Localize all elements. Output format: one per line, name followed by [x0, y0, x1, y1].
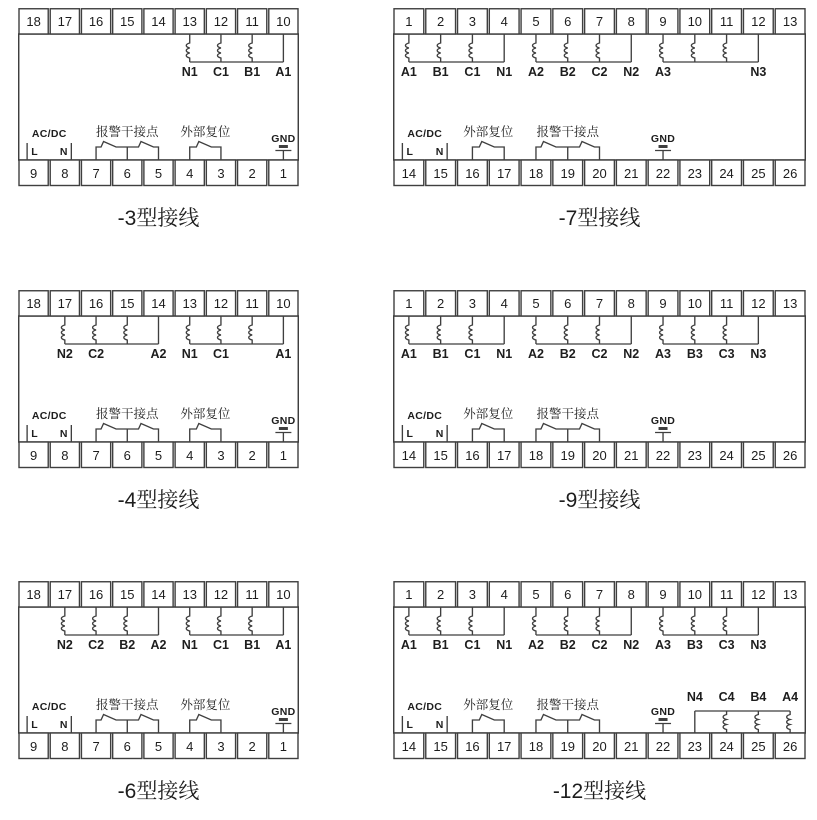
phase-label: A1	[400, 638, 417, 652]
terminal-number: 12	[213, 14, 229, 29]
phase-label: A1	[275, 638, 292, 652]
terminal-number: 14	[401, 739, 417, 754]
terminal-number: 9	[659, 587, 667, 602]
phase-label: C3	[718, 638, 735, 652]
ground-label: GND	[650, 415, 676, 427]
line-n-label: N	[59, 719, 68, 731]
diagram-caption: -3型接线	[117, 207, 200, 230]
wiring-panel	[393, 290, 806, 473]
terminal-number: 2	[437, 14, 445, 29]
line-l-label: L	[406, 146, 414, 158]
phase-label: N1	[496, 347, 513, 361]
external-reset-label: 外部复位	[463, 125, 514, 139]
terminal-number: 7	[92, 448, 100, 463]
terminal-number: 15	[120, 296, 135, 311]
phase-label: C4	[718, 690, 735, 704]
terminal-number: 20	[592, 739, 607, 754]
terminal-number: 26	[782, 448, 798, 463]
terminal-number: 12	[751, 296, 766, 311]
line-l-label: L	[31, 719, 38, 731]
external-reset-label: 外部复位	[180, 407, 231, 421]
phase-label: C1	[464, 347, 481, 361]
phase-label: N2	[623, 638, 640, 652]
terminal-number: 8	[627, 14, 635, 29]
terminal-number: 23	[687, 739, 703, 754]
phase-label: N3	[750, 347, 767, 361]
terminal-number: 7	[595, 296, 604, 311]
terminal-number: 10	[276, 587, 291, 602]
terminal-number: 11	[245, 296, 259, 311]
terminal-number: 4	[186, 448, 194, 463]
terminal-number: 12	[213, 587, 229, 602]
ground-label: GND	[650, 133, 676, 145]
terminal-number: 6	[564, 587, 572, 602]
terminal-number: 16	[465, 166, 480, 181]
terminal-number: 17	[57, 296, 73, 311]
terminal-number: 3	[217, 739, 225, 754]
phase-label: B1	[432, 65, 449, 79]
power-label: AC/DC	[31, 410, 67, 422]
terminal-number: 5	[154, 448, 163, 463]
diagram-caption: -4型接线	[117, 489, 200, 512]
terminal-number: 14	[401, 448, 417, 463]
terminal-number: 5	[154, 739, 163, 754]
terminal-number: 13	[782, 587, 798, 602]
terminal-number: 6	[123, 166, 131, 181]
external-reset-label: 外部复位	[180, 698, 231, 712]
terminal-number: 7	[595, 14, 604, 29]
diagram-caption: -7型接线	[558, 207, 641, 230]
terminal-number: 24	[719, 739, 734, 754]
terminal-number: 3	[217, 448, 225, 463]
phase-label: C2	[591, 347, 608, 361]
terminal-number: 3	[468, 14, 477, 29]
line-n-label: N	[59, 428, 68, 440]
terminal-number: 10	[276, 14, 291, 29]
terminal-number: 24	[719, 448, 734, 463]
external-reset-label: 外部复位	[463, 407, 514, 421]
phase-label: C1	[212, 638, 229, 652]
terminal-number: 15	[433, 448, 448, 463]
phase-label: A3	[655, 347, 672, 361]
phase-label: A4	[782, 690, 799, 704]
phase-label: B4	[750, 690, 767, 704]
terminal-number: 4	[186, 166, 194, 181]
terminal-number: 2	[437, 587, 445, 602]
terminal-number: 6	[123, 739, 131, 754]
terminal-number: 16	[88, 587, 104, 602]
phase-label: N1	[181, 347, 198, 361]
phase-label: N1	[496, 638, 513, 652]
diagram-caption: -6型接线	[117, 780, 200, 803]
terminal-number: 1	[279, 739, 288, 754]
line-l-label: L	[406, 428, 414, 440]
phase-label: A1	[400, 65, 417, 79]
terminal-number: 20	[592, 166, 607, 181]
terminal-number: 2	[437, 296, 445, 311]
terminal-number: 10	[687, 587, 703, 602]
terminal-number: 4	[500, 14, 508, 29]
terminal-number: 23	[687, 448, 703, 463]
line-l-label: L	[31, 428, 38, 440]
power-label: AC/DC	[31, 701, 67, 713]
terminal-number: 21	[624, 448, 639, 463]
terminal-number: 13	[782, 14, 798, 29]
phase-label: A2	[527, 65, 544, 79]
line-n-label: N	[435, 428, 444, 440]
line-n-label: N	[435, 719, 444, 731]
terminal-number: 19	[560, 166, 575, 181]
terminal-number: 14	[151, 296, 166, 311]
ground-icon	[659, 718, 668, 721]
phase-label: B3	[686, 347, 703, 361]
phase-label: C2	[591, 638, 608, 652]
terminal-number: 1	[405, 587, 413, 602]
phase-label: N2	[623, 65, 640, 79]
terminal-number: 13	[182, 587, 197, 602]
phase-label: C2	[88, 638, 105, 652]
external-reset-label: 外部复位	[180, 125, 231, 139]
terminal-number: 2	[248, 448, 256, 463]
phase-label: N1	[496, 65, 513, 79]
power-label: AC/DC	[31, 128, 67, 140]
terminal-number: 6	[123, 448, 131, 463]
terminal-number: 15	[433, 166, 448, 181]
line-l-label: L	[406, 719, 414, 731]
terminal-number: 17	[496, 739, 512, 754]
terminal-number: 7	[92, 166, 100, 181]
device-body	[19, 34, 299, 160]
terminal-number: 8	[627, 587, 635, 602]
terminal-number: 4	[500, 587, 508, 602]
phase-label: A1	[275, 347, 292, 361]
terminal-number: 18	[26, 587, 41, 602]
phase-label: A3	[655, 65, 672, 79]
diagram-caption: -12型接线	[552, 780, 647, 803]
terminal-number: 21	[624, 166, 639, 181]
terminal-number: 1	[405, 296, 413, 311]
terminal-number: 11	[245, 14, 259, 29]
phase-label: A2	[150, 347, 167, 361]
terminal-number: 12	[751, 587, 766, 602]
terminal-number: 17	[496, 166, 512, 181]
ground-label: GND	[271, 415, 296, 427]
ground-label: GND	[271, 133, 296, 145]
phase-label: B1	[432, 347, 449, 361]
terminal-number: 3	[217, 166, 225, 181]
power-label: AC/DC	[407, 701, 443, 713]
terminal-number: 10	[276, 296, 291, 311]
terminal-number: 17	[57, 14, 73, 29]
phase-label: N2	[623, 347, 640, 361]
terminal-number: 16	[88, 14, 104, 29]
ground-icon	[279, 718, 288, 721]
phase-label: B2	[559, 65, 576, 79]
phase-label: B3	[686, 638, 703, 652]
line-n-label: N	[435, 146, 444, 158]
terminal-number: 24	[719, 166, 734, 181]
terminal-number: 8	[61, 166, 69, 181]
wiring-panel	[18, 581, 299, 764]
terminal-number: 20	[592, 448, 607, 463]
terminal-number: 9	[659, 14, 667, 29]
power-label: AC/DC	[407, 410, 443, 422]
terminal-number: 1	[279, 166, 288, 181]
ground-icon	[659, 145, 668, 148]
terminal-number: 9	[29, 166, 38, 181]
wiring-panel	[18, 290, 299, 473]
wiring-panel	[393, 581, 806, 764]
ground-icon	[659, 427, 668, 430]
terminal-number: 18	[528, 448, 544, 463]
phase-label: C1	[212, 65, 229, 79]
terminal-number: 8	[61, 448, 69, 463]
terminal-number: 5	[532, 587, 540, 602]
terminal-number: 16	[465, 739, 480, 754]
alarm-contact-label: 报警干接点	[96, 125, 159, 139]
terminal-number: 22	[655, 448, 671, 463]
terminal-number: 15	[120, 587, 135, 602]
terminal-number: 16	[465, 448, 480, 463]
external-reset-label: 外部复位	[463, 698, 514, 712]
terminal-number: 19	[560, 739, 575, 754]
terminal-number: 12	[213, 296, 229, 311]
terminal-number: 26	[782, 166, 798, 181]
terminal-number: 6	[564, 14, 572, 29]
terminal-number: 11	[719, 587, 734, 602]
terminal-number: 21	[624, 739, 639, 754]
phase-label: C2	[88, 347, 105, 361]
terminal-number: 12	[751, 14, 766, 29]
terminal-number: 1	[279, 448, 288, 463]
terminal-number: 1	[405, 14, 413, 29]
terminal-number: 14	[151, 14, 166, 29]
phase-label: A2	[527, 347, 544, 361]
terminal-number: 2	[248, 739, 256, 754]
alarm-contact-label: 报警干接点	[536, 698, 599, 712]
phase-label: B1	[244, 65, 261, 79]
phase-label: N2	[56, 347, 73, 361]
ground-label: GND	[271, 706, 296, 718]
terminal-number: 8	[627, 296, 635, 311]
phase-label: C3	[718, 347, 735, 361]
terminal-number: 14	[401, 166, 417, 181]
terminal-number: 7	[92, 739, 100, 754]
terminal-number: 19	[560, 448, 575, 463]
terminal-number: 5	[532, 14, 540, 29]
phase-label: B2	[119, 638, 136, 652]
phase-label: B2	[559, 347, 576, 361]
phase-label: B2	[559, 638, 576, 652]
ground-icon	[279, 145, 288, 148]
alarm-contact-label: 报警干接点	[536, 125, 599, 139]
terminal-number: 13	[782, 296, 798, 311]
terminal-number: 11	[719, 296, 734, 311]
terminal-number: 11	[245, 587, 259, 602]
ground-icon	[279, 427, 288, 430]
terminal-number: 8	[61, 739, 69, 754]
terminal-number: 26	[782, 739, 798, 754]
ground-label: GND	[650, 706, 676, 718]
terminal-number: 14	[151, 587, 166, 602]
alarm-contact-label: 报警干接点	[96, 698, 159, 712]
terminal-number: 18	[528, 739, 544, 754]
alarm-contact-label: 报警干接点	[536, 407, 599, 421]
phase-label: N3	[750, 65, 767, 79]
terminal-number: 25	[751, 448, 766, 463]
phase-label: A1	[275, 65, 292, 79]
terminal-number: 18	[528, 166, 544, 181]
wiring-panel	[18, 8, 299, 191]
terminal-number: 6	[564, 296, 572, 311]
terminal-number: 22	[655, 166, 671, 181]
terminal-number: 15	[433, 739, 448, 754]
terminal-number: 3	[468, 587, 477, 602]
terminal-number: 17	[57, 587, 73, 602]
phase-label: A2	[527, 638, 544, 652]
terminal-number: 13	[182, 296, 197, 311]
terminal-number: 22	[655, 739, 671, 754]
terminal-number: 11	[719, 14, 734, 29]
phase-label: N4	[686, 690, 703, 704]
terminal-number: 4	[500, 296, 508, 311]
terminal-number: 10	[687, 14, 703, 29]
phase-label: N1	[181, 638, 198, 652]
terminal-number: 7	[595, 587, 604, 602]
terminal-number: 5	[154, 166, 163, 181]
alarm-contact-label: 报警干接点	[96, 407, 159, 421]
phase-label: A3	[655, 638, 672, 652]
phase-label: C1	[212, 347, 229, 361]
terminal-number: 4	[186, 739, 194, 754]
phase-label: C2	[591, 65, 608, 79]
phase-label: N1	[181, 65, 198, 79]
terminal-number: 9	[29, 448, 38, 463]
line-n-label: N	[59, 146, 68, 158]
wiring-panel	[393, 8, 806, 191]
terminal-number: 5	[532, 296, 540, 311]
phase-label: B1	[244, 638, 261, 652]
terminal-number: 16	[88, 296, 104, 311]
terminal-number: 9	[659, 296, 667, 311]
phase-label: C1	[464, 65, 481, 79]
terminal-number: 18	[26, 14, 41, 29]
terminal-number: 25	[751, 739, 766, 754]
phase-label: N2	[56, 638, 73, 652]
terminal-number: 9	[29, 739, 38, 754]
terminal-number: 13	[182, 14, 197, 29]
line-l-label: L	[31, 146, 38, 158]
terminal-number: 18	[26, 296, 41, 311]
phase-label: B1	[432, 638, 449, 652]
terminal-number: 25	[751, 166, 766, 181]
terminal-number: 2	[248, 166, 256, 181]
terminal-number: 23	[687, 166, 703, 181]
terminal-number: 10	[687, 296, 703, 311]
power-label: AC/DC	[407, 128, 443, 140]
terminal-number: 15	[120, 14, 135, 29]
terminal-number: 3	[468, 296, 477, 311]
diagram-caption: -9型接线	[558, 489, 641, 512]
phase-label: A2	[150, 638, 167, 652]
phase-label: N3	[750, 638, 767, 652]
terminal-number: 17	[496, 448, 512, 463]
phase-label: C1	[464, 638, 481, 652]
phase-label: A1	[400, 347, 417, 361]
